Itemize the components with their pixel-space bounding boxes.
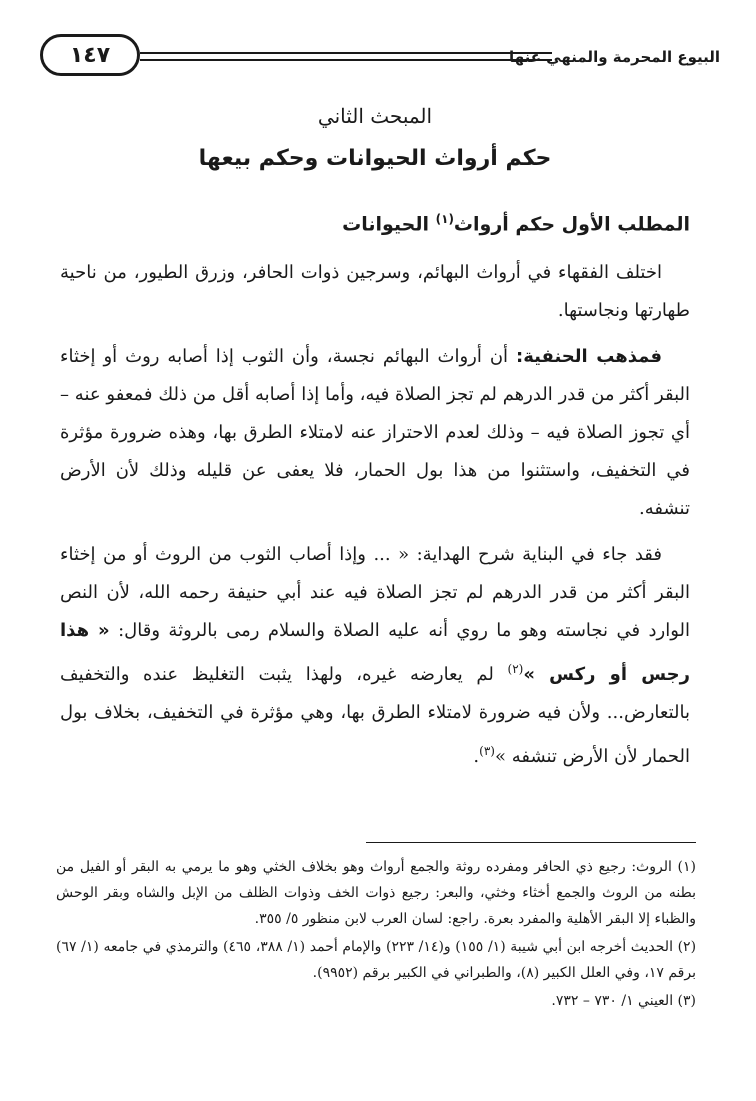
hadith-quote: « هذا رجس أو ركس » xyxy=(60,620,690,685)
page-number-badge xyxy=(40,34,140,76)
paragraph-3 xyxy=(60,536,690,776)
footnote-2: (٢) الحديث أخرجه ابن أبي شيبة (١/ ١٥٥) و(١٤/ ٢٢٣) والإمام أحمد (١/ ٣٨٨، ٤٦٥) والترمذي في جامعه (١/ ٦٧) برقم ١٧، وفي العلل الكبير (٨)، والطبراني في الكبير برقم (٩٩٥٢). xyxy=(56,939,697,981)
footnotes xyxy=(56,854,696,1016)
paragraph-3-part-1: فقد جاء في البناية شرح الهداية: « ... وإذا أصاب الثوب من الروث أو من إخثاء البقر أكثر من قدر الدرهم لم تجز الصلاة فيه عند أبي حنيفة رحمه الله، لأن النص الوارد في نجاسته وهو ما روي أنه عليه الصلاة والسلام رمى بالروثة وقال: xyxy=(60,544,690,641)
footnote-3: (٣) العيني ١/ ٧٣٠ – ٧٣٢. xyxy=(551,993,696,1009)
chapter-title: حكم أرواث الحيوانات وحكم بيعها xyxy=(198,146,552,171)
paragraph-2-text: أن أرواث البهائم نجسة، وأن الثوب إذا أصابه روث أو إخثاء البقر أكثر من قدر الدرهم لم تجز الصلاة فيه، وأما إذا أصابه أقل من ذلك فمعفو عنه – أي تجوز الصلاة فيه – وذلك لعدم الاحتراز عنه لامتلاء الطرق بها، وهذه ضرورة مؤثرة في التخفيف، واستثنوا من هذا بول الحمار، فلا يعفى عن قليله وذلك لأن الأرض تنشفه. xyxy=(60,346,690,519)
running-title: البيوع المحرمة والمنهي عنها xyxy=(509,48,720,66)
paragraph-2-lead: فمذهب الحنفية: xyxy=(516,346,662,367)
subsection-heading-text: المطلب الأول حكم أرواث xyxy=(453,213,690,236)
footnote-ref-3: (٣) xyxy=(479,744,495,758)
footnote-1: (١) الروث: رجيع ذي الحافر ومفرده روثة والجمع أرواث وهو بخلاف الخثي وهو ما يرمي به البقر أو الفيل من بطنه من الروث والجمع أخثاء وخثي، والبعر: رجيع ذوات الخف وذوات الظلف من الإبل والشاه وبقر الوحش والظباء إلا البقر الأهلية والمفرد بعرة. راجع: لسان العرب لابن منظور ٥/ ٣٥٥. xyxy=(56,859,696,927)
page-header xyxy=(40,32,720,80)
paragraph-1: اختلف الفقهاء في أرواث البهائم، وسرجين ذوات الحافر، وزرق الطيور، من ناحية طهارتها ونجاستها. xyxy=(60,262,690,321)
paragraph-3-part-2: لم يعارضه غيره، ولهذا يثبت التغليظ عنده والتخفيف بالتعارض... ولأن فيه ضرورة لامتلاء الطرق بها، وهي مؤثرة في التخفيف، بخلاف بول الحمار لأن الأرض تنشفه » xyxy=(60,664,690,767)
footnote-ref-2: (٢) xyxy=(507,662,524,676)
paragraph-2 xyxy=(60,338,690,528)
subsection-heading xyxy=(60,212,690,235)
body-text xyxy=(60,254,690,784)
header-double-rule xyxy=(140,52,552,61)
subsection-heading-tail: الحيوانات xyxy=(342,213,436,236)
paragraph-3-end: . xyxy=(473,746,480,767)
page-number: ١٤٧ xyxy=(69,42,111,68)
section-title: المبحث الثاني xyxy=(317,104,433,128)
footnote-separator xyxy=(366,842,696,843)
footnote-ref-1: (١) xyxy=(435,212,454,226)
